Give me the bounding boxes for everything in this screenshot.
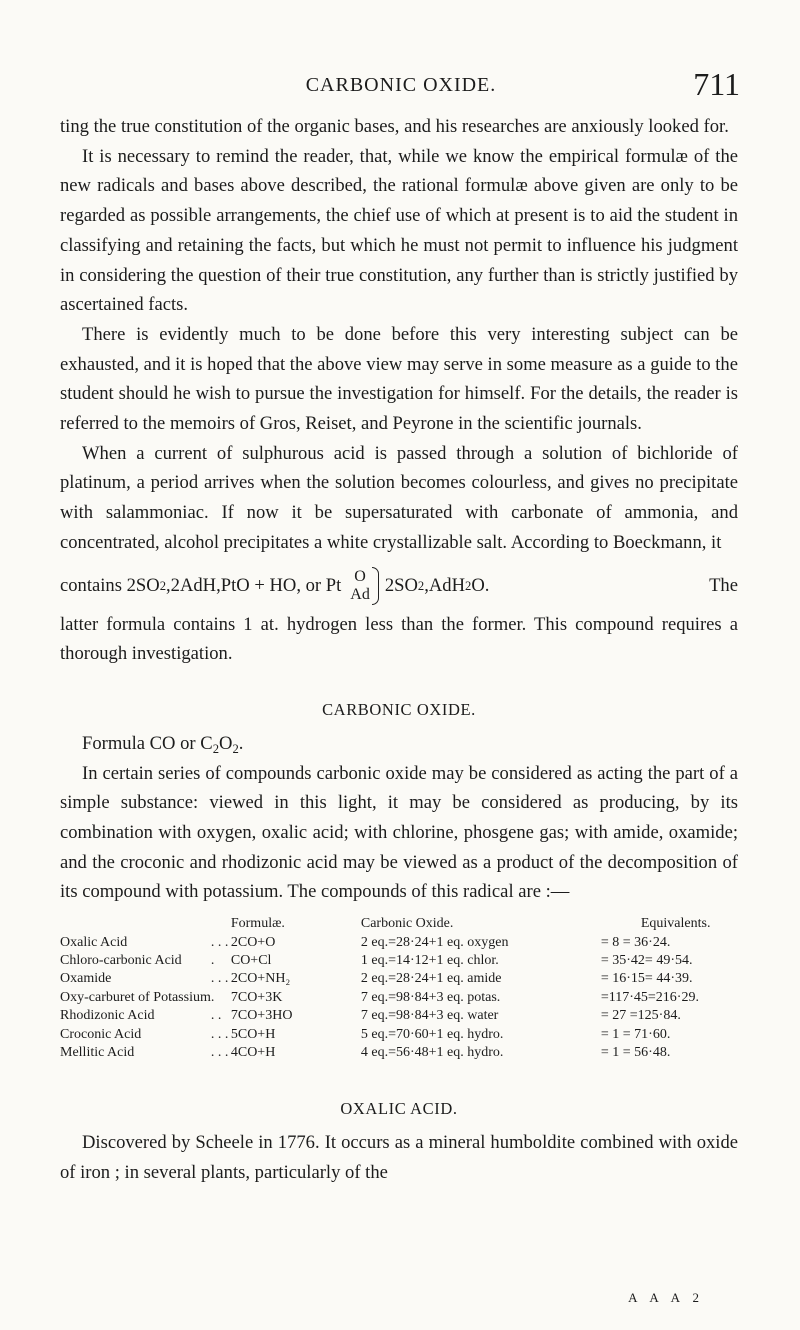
paragraph-sulphurous-acid: When a current of sulphurous acid is passed through a solution of bichloride of platinum, a period arrives when the solution becomes colourless, and gives no precipitate with salammoniac. If now it be supersaturated with carbonate of ammonia, and concentrated, alcohol precipitates a white crystallizable salt. According to Boeckmann, it — [60, 442, 738, 553]
formula-trailing-word: The — [709, 574, 738, 596]
formula-text-a: contains 2SO — [60, 574, 160, 596]
right-brace — [372, 567, 379, 605]
paragraph-continuation: ting the true constitution of the organic bases, and his researches are anxiously looked for. — [60, 116, 729, 137]
compound-formula: 5CO+H — [230, 1026, 276, 1042]
compound-dots: . — [210, 952, 215, 968]
compound-dots: . . . — [210, 1026, 229, 1042]
header-carbonic-oxide: Carbonic Oxide. — [360, 916, 454, 932]
platinum-formula: contains 2SO 2 ,2AdH,PtO + HO, or Pt O Ad 2SO 2 ,AdH 2 O. — [60, 567, 490, 603]
compound-formula: 7CO+3HO — [230, 1008, 293, 1024]
table-header-row — [60, 915, 738, 933]
compound-co: 7 eq.=98·84+3 eq. water — [360, 1008, 499, 1024]
running-title: CARBONIC OXIDE. — [305, 74, 497, 96]
compound-co: 5 eq.=70·60+1 eq. hydro. — [360, 1026, 504, 1042]
compound-eq: = 1 = 56·48. — [600, 1045, 671, 1061]
table-row — [60, 934, 738, 952]
header-equivalents: Equivalents. — [640, 916, 711, 932]
paragraph-carbonic-oxide: In certain series of compounds carbonic oxide may be considered as acting the part of a simple substance: viewed in this light, it may be considered as producing, by its combination with oxygen, oxalic acid; with chlorine, phosgene gas; with amide, oxamide; and the croconic and rhodizonic acid may be viewed as a product of the decomposition of its compound with potassium. The compounds of this radical are :— — [60, 762, 738, 903]
compound-dots: . . . — [210, 1045, 229, 1061]
carbonic-formula — [60, 729, 738, 759]
table-row — [60, 1007, 738, 1025]
compound-name: Oxy-carburet of Potassium — [60, 989, 211, 1005]
compound-name: Croconic Acid — [60, 1026, 142, 1042]
compound-name: Chloro-carbonic Acid — [60, 952, 182, 968]
co-formula-a: Formula CO or C — [82, 732, 213, 754]
compound-formula: 2CO+NH₂ — [230, 971, 291, 987]
compound-dots: . . . — [210, 934, 229, 950]
compound-eq: =117·45=216·29. — [600, 989, 699, 1005]
heading-oxalic-acid: OXALIC ACID. — [340, 1099, 458, 1119]
table-row — [60, 1044, 738, 1062]
paragraph-rational-formulae: It is necessary to remind the reader, that, while we know the empirical formulæ of the new radicals and bases above described, the rational formulæ above given are only to be regarded as possible arrangements, the chief use of which at present is to aid the student in classifying and retaining the facts, but which he must not permit to influence his judgment in considering the question of their true constitution, any further than is strictly justified by ascertained facts. — [60, 145, 738, 316]
header-formulae: Formulæ. — [230, 916, 285, 932]
compound-formula: 4CO+H — [230, 1045, 276, 1061]
heading-carbonic-oxide: CARBONIC OXIDE. — [322, 699, 476, 719]
compound-dots: . — [210, 989, 215, 1005]
page-body — [60, 112, 738, 1188]
table-row — [60, 952, 738, 970]
formula-text-e: O. — [471, 574, 490, 596]
formula-text-c: 2SO — [384, 574, 418, 596]
compound-dots: . . — [210, 1008, 222, 1024]
formula-text-d: ,AdH — [424, 574, 466, 596]
header-empty — [60, 915, 211, 933]
compound-formula: CO+Cl — [230, 952, 272, 968]
compound-eq: = 35·42= 49·54. — [600, 952, 693, 968]
platinum-formula-line — [60, 562, 738, 610]
paragraph-oxalic-acid: Discovered by Scheele in 1776. It occurs as a mineral humboldite combined with oxide of iron ; in several plants, particularly of the — [60, 1132, 738, 1184]
stack-top: O — [354, 567, 366, 585]
compound-eq: = 1 = 71·60. — [600, 1026, 671, 1042]
table-row — [60, 1026, 738, 1044]
signature-mark: A A A 2 — [628, 1290, 704, 1305]
compound-formula: 2CO+O — [230, 934, 276, 950]
pt-brace-group: O Ad 2SO 2 ,AdH 2 O. — [350, 567, 490, 603]
running-head — [62, 66, 740, 100]
compound-co: 7 eq.=98·84+3 eq. potas. — [360, 989, 501, 1005]
compound-eq: = 8 = 36·24. — [600, 934, 671, 950]
compound-eq: = 27 =125·84. — [600, 1008, 681, 1024]
compound-name: Oxamide — [60, 971, 112, 987]
pt-stack — [350, 568, 370, 604]
compound-dots: . . . — [210, 971, 229, 987]
compounds-table — [60, 915, 738, 1062]
compound-formula: 7CO+3K — [230, 989, 283, 1005]
compound-co: 4 eq.=56·48+1 eq. hydro. — [360, 1045, 504, 1061]
co-formula-b: O — [219, 732, 233, 754]
compound-eq: = 16·15= 44·39. — [600, 971, 693, 987]
table-row — [60, 989, 738, 1007]
header-empty — [211, 915, 231, 933]
compound-co: 2 eq.=28·24+1 eq. amide — [360, 971, 502, 987]
co-formula-c: . — [238, 732, 244, 754]
stack-bottom: Ad — [350, 585, 370, 603]
compound-co: 2 eq.=28·24+1 eq. oxygen — [360, 934, 509, 950]
compound-co: 1 eq.=14·12+1 eq. chlor. — [360, 952, 499, 968]
formula-text-b: ,2AdH,PtO + HO, or Pt — [166, 574, 342, 596]
compound-name: Rhodizonic Acid — [60, 1008, 155, 1024]
paragraph-latter-formula: latter formula contains 1 at. hydrogen less than the former. This compound requires a thorough investigation. — [60, 613, 738, 665]
compound-name: Mellitic Acid — [60, 1045, 135, 1061]
co-sub1: 2 — [212, 741, 219, 756]
paragraph-further-study: There is evidently much to be done before this very interesting subject can be exhausted, and it is hoped that the above view may serve in some measure as a guide to the student should he wish to pursue the investigation for himself. For the details, the reader is referred to the memoirs of Gros, Reiset, and Peyrone in the scientific journals. — [60, 323, 738, 435]
page-number: 711 — [693, 66, 740, 102]
compound-name: Oxalic Acid — [60, 934, 128, 950]
co-sub2: 2 — [232, 741, 239, 756]
table-row — [60, 970, 738, 988]
